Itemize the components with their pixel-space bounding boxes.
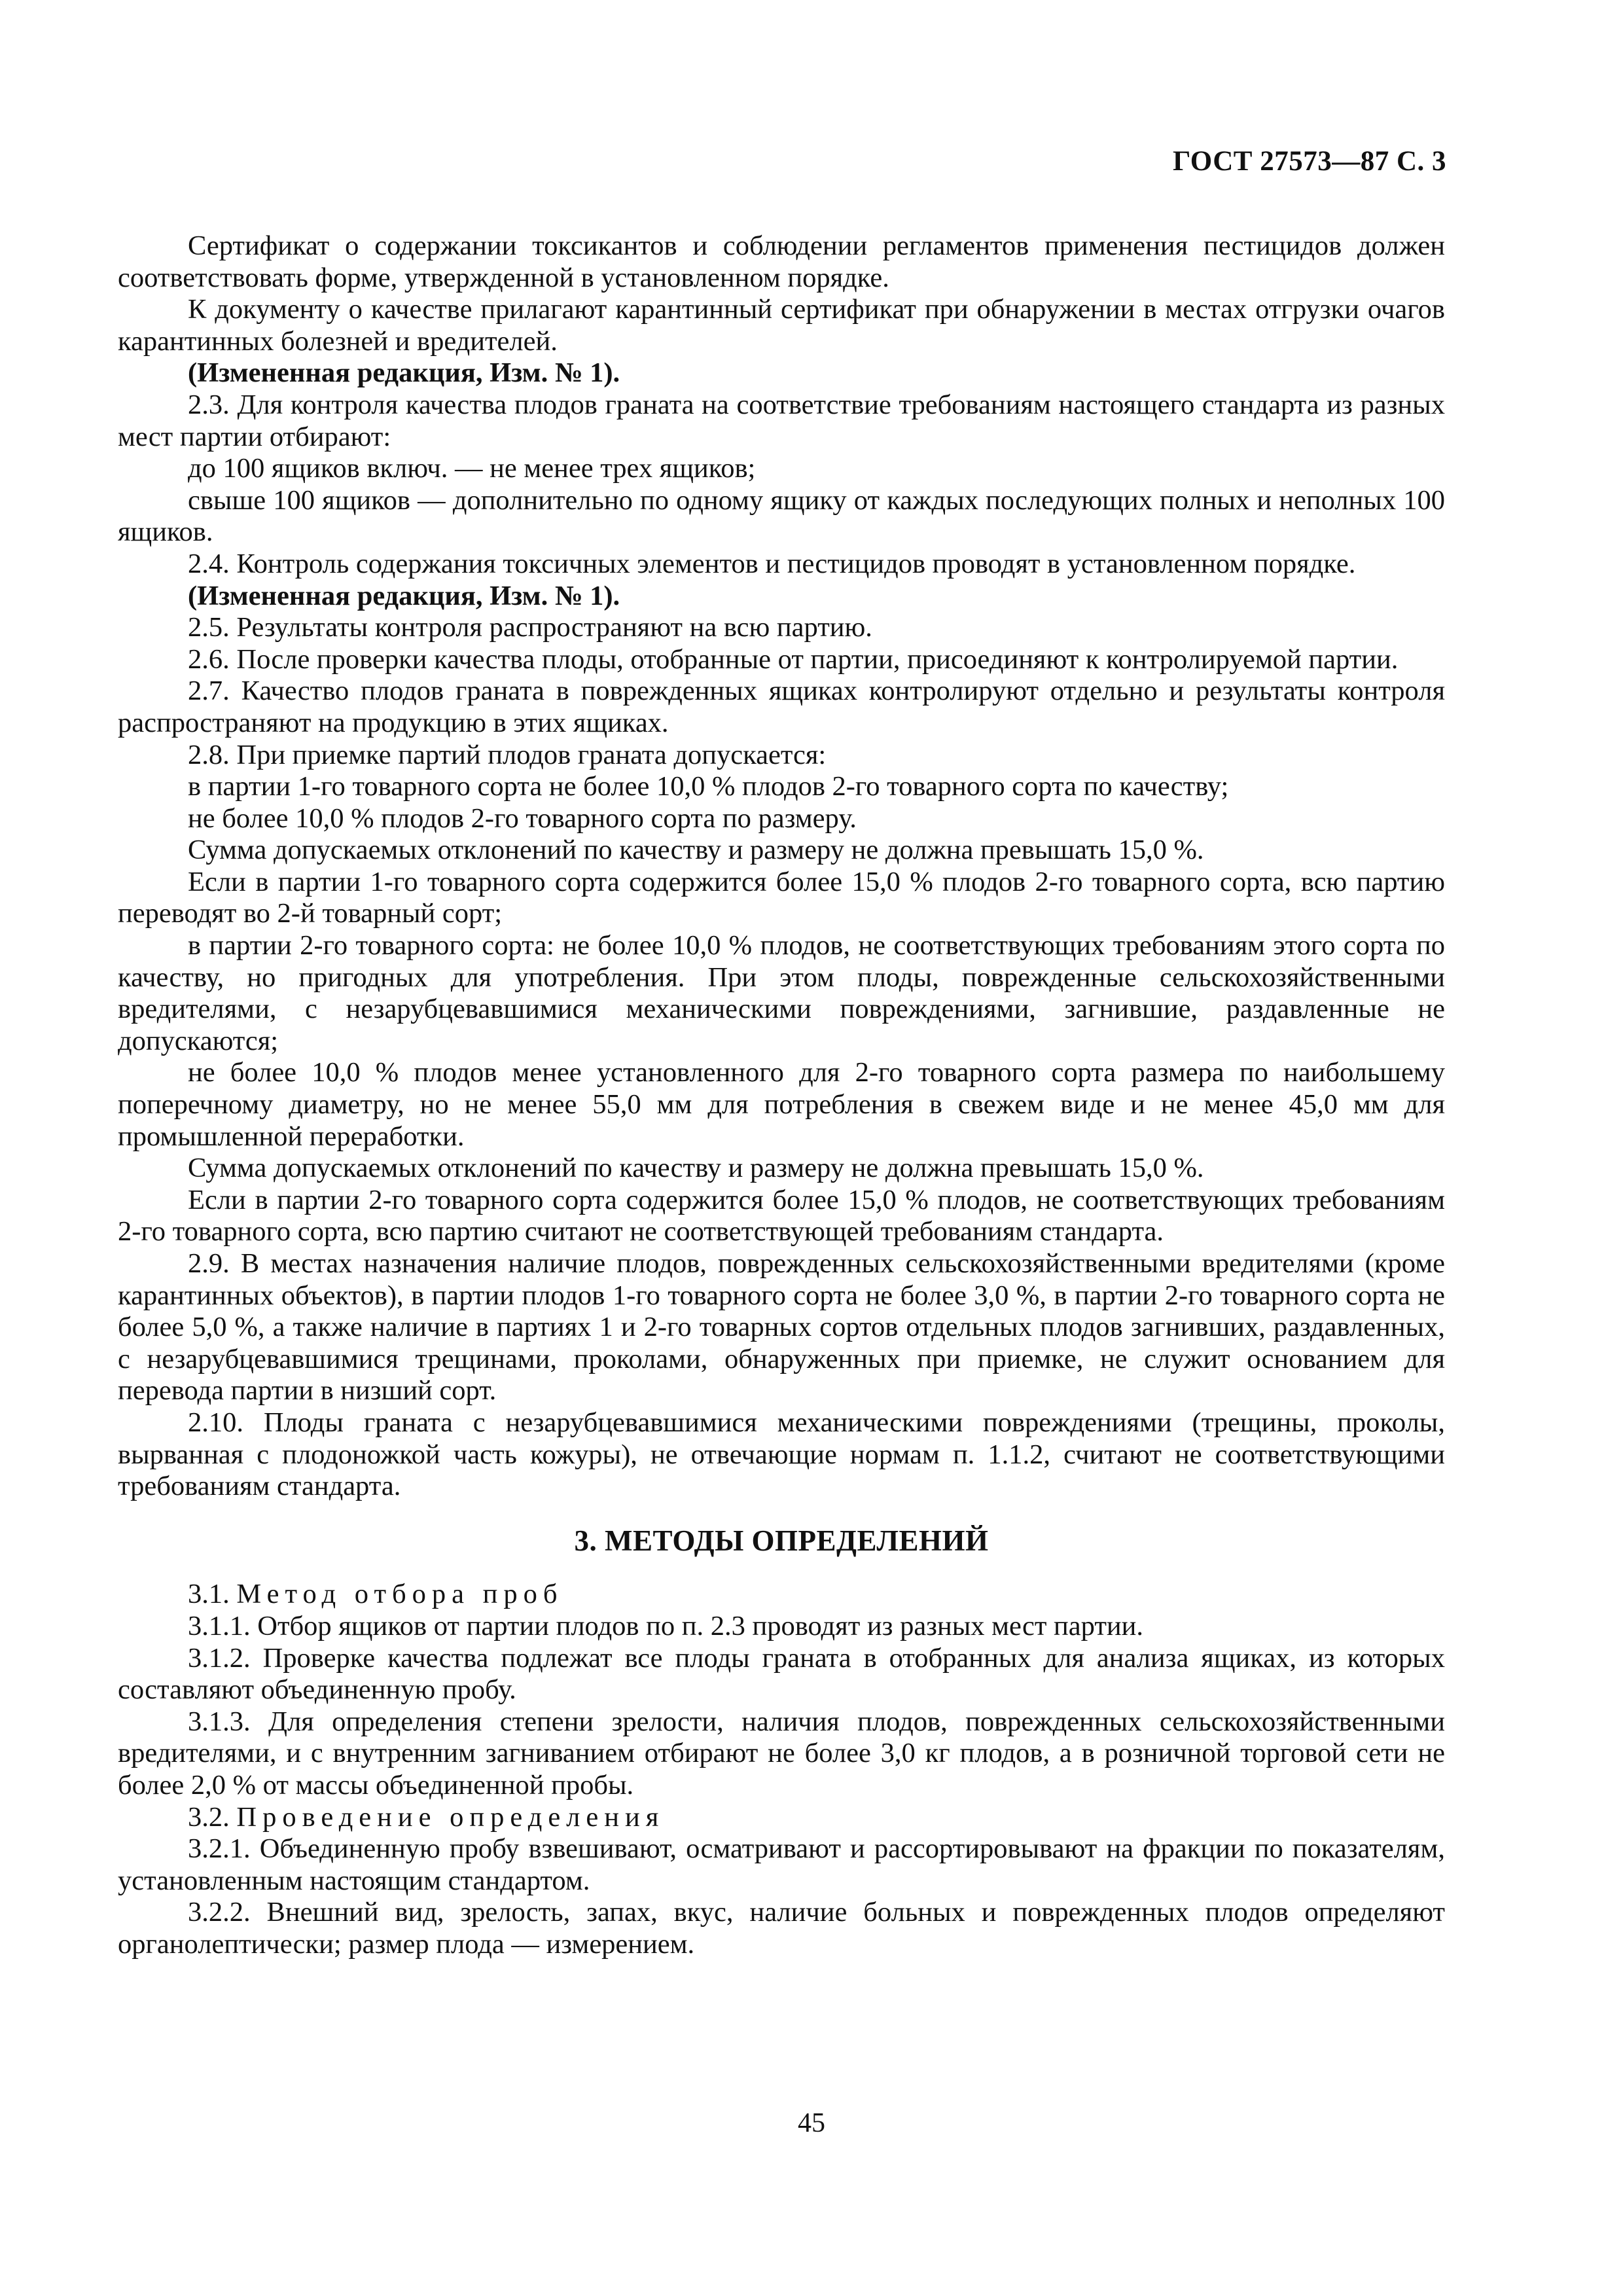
- paragraph: свыше 100 ящиков — дополнительно по одному ящику от каждых последующих полных и неполных 100 ящиков.: [118, 484, 1445, 548]
- subsection-label: Проведение определения: [236, 1801, 665, 1833]
- subsection-label: Метод отбора проб: [236, 1579, 563, 1610]
- paragraph: 3.1.2. Проверке качества подлежат все плоды граната в отобранных для анализа ящиках, из которых составляют объединенную пробу.: [118, 1642, 1445, 1706]
- paragraph: Сумма допускаемых отклонений по качеству и размеру не должна превышать 15,0 %.: [188, 834, 1204, 866]
- paragraph: 2.5. Результаты контроля распространяют на всю партию.: [188, 612, 872, 643]
- amendment-note: (Измененная редакция, Изм. № 1).: [188, 580, 620, 611]
- paragraph: 2.9. В местах назначения наличие плодов, поврежденных сельскохозяйственными вредителями (кроме карантинных объектов), в партии плодов 1-го товарного сорта не более 3,0 %, в партии 2-го товарного сорта не более 5,0 %, а также наличие в партиях 1 и 2-го товарных сортов отдельных плодов загнивших, раздавленных, с незарубцевавшимися трещинами, проколами, обнаруженных при приемке, не служит основанием для перевода партии в низший сорт.: [118, 1248, 1445, 1407]
- paragraph: 2.7. Качество плодов граната в поврежденных ящиках контролируют отдельно и результаты контроля распространяют на продукцию в этих ящиках.: [118, 675, 1445, 738]
- subsection-number: 3.1.: [188, 1579, 230, 1610]
- paragraph: Сумма допускаемых отклонений по качеству и размеру не должна превышать 15,0 %.: [188, 1153, 1204, 1184]
- paragraph: 3.2.2. Внешний вид, зрелость, запах, вкус, наличие больных и поврежденных плодов определяют органолептически; размер плода — измерением.: [118, 1897, 1445, 1960]
- paragraph: Сертификат о содержании токсикантов и соблюдении регламентов применения пестицидов должен соответствовать форме, утвержденной в установленном порядке.: [118, 230, 1445, 293]
- section-heading: 3. МЕТОДЫ ОПРЕДЕЛЕНИЙ: [574, 1524, 989, 1557]
- subsection-title: [118, 1802, 1445, 1834]
- paragraph: 2.6. После проверки качества плоды, отобранные от партии, присоединяют к контролируемой партии.: [188, 643, 1399, 675]
- paragraph: не более 10,0 % плодов 2-го товарного сорта по размеру.: [188, 802, 857, 834]
- subsection-title: [118, 1579, 1445, 1611]
- paragraph: до 100 ящиков включ. — не менее трех ящиков;: [188, 453, 756, 484]
- paragraph: К документу о качестве прилагают карантинный сертификат при обнаружении в местах отгрузки очагов карантинных болезней и вредителей.: [118, 294, 1445, 357]
- paragraph: 2.8. При приемке партий плодов граната допускается:: [188, 739, 827, 770]
- document-body: [118, 230, 1445, 1960]
- paragraph: 3.1.1. Отбор ящиков от партии плодов по п. 2.3 проводят из разных мест партии.: [188, 1610, 1144, 1641]
- paragraph: 2.10. Плоды граната с незарубцевавшимися механическими повреждениями (трещины, проколы, вырванная с плодоножкой часть кожуры), не отвечающие нормам п. 1.1.2, считают не соответствующими требованиям стандарта.: [118, 1407, 1445, 1502]
- paragraph: не более 10,0 % плодов менее установленного для 2-го товарного сорта размера по наибольшему поперечному диаметру, но не менее 55,0 мм для потребления в свежем виде и не менее 45,0 мм для промышленной переработки.: [118, 1057, 1445, 1152]
- amendment-note: (Измененная редакция, Изм. № 1).: [188, 357, 620, 389]
- paragraph: 2.4. Контроль содержания токсичных элементов и пестицидов проводят в установленном порядке.: [188, 548, 1356, 579]
- paragraph: Если в партии 2-го товарного сорта содержится более 15,0 % плодов, не соответствующих требованиям 2-го товарного сорта, всю партию считают не соответствующей требованиям стандарта.: [118, 1184, 1445, 1247]
- paragraph: Если в партии 1-го товарного сорта содержится более 15,0 % плодов 2-го товарного сорта, всю партию переводят во 2-й товарный сорт;: [118, 866, 1445, 929]
- paragraph: в партии 2-го товарного сорта: не более 10,0 % плодов, не соответствующих требованиям этого сорта по качеству, но пригодных для употребления. При этом плоды, поврежденные сельскохозяйственными вредителями, с незарубцевавшимися механическими повреждениями, загнившие, раздавленные не допускаются;: [118, 930, 1445, 1056]
- subsection-number: 3.2.: [188, 1801, 230, 1833]
- paragraph: 3.1.3. Для определения степени зрелости, наличия плодов, поврежденных сельскохозяйственными вредителями, и с внутренним загниванием отбирают не более 3,0 кг плодов, а в розничной торговой сети не более 2,0 % от массы объединенной пробы.: [118, 1706, 1445, 1801]
- standard-header: ГОСТ 27573—87 С. 3: [1172, 146, 1446, 177]
- paragraph: 2.3. Для контроля качества плодов граната на соответствие требованиям настоящего стандарта из разных мест партии отбирают:: [118, 389, 1445, 452]
- paragraph: 3.2.1. Объединенную пробу взвешивают, осматривают и рассортировывают на фракции по показателям, установленным настоящим стандартом.: [118, 1833, 1445, 1896]
- paragraph: в партии 1-го товарного сорта не более 10,0 % плодов 2-го товарного сорта по качеству;: [188, 771, 1229, 802]
- page-number: 45: [798, 2108, 825, 2138]
